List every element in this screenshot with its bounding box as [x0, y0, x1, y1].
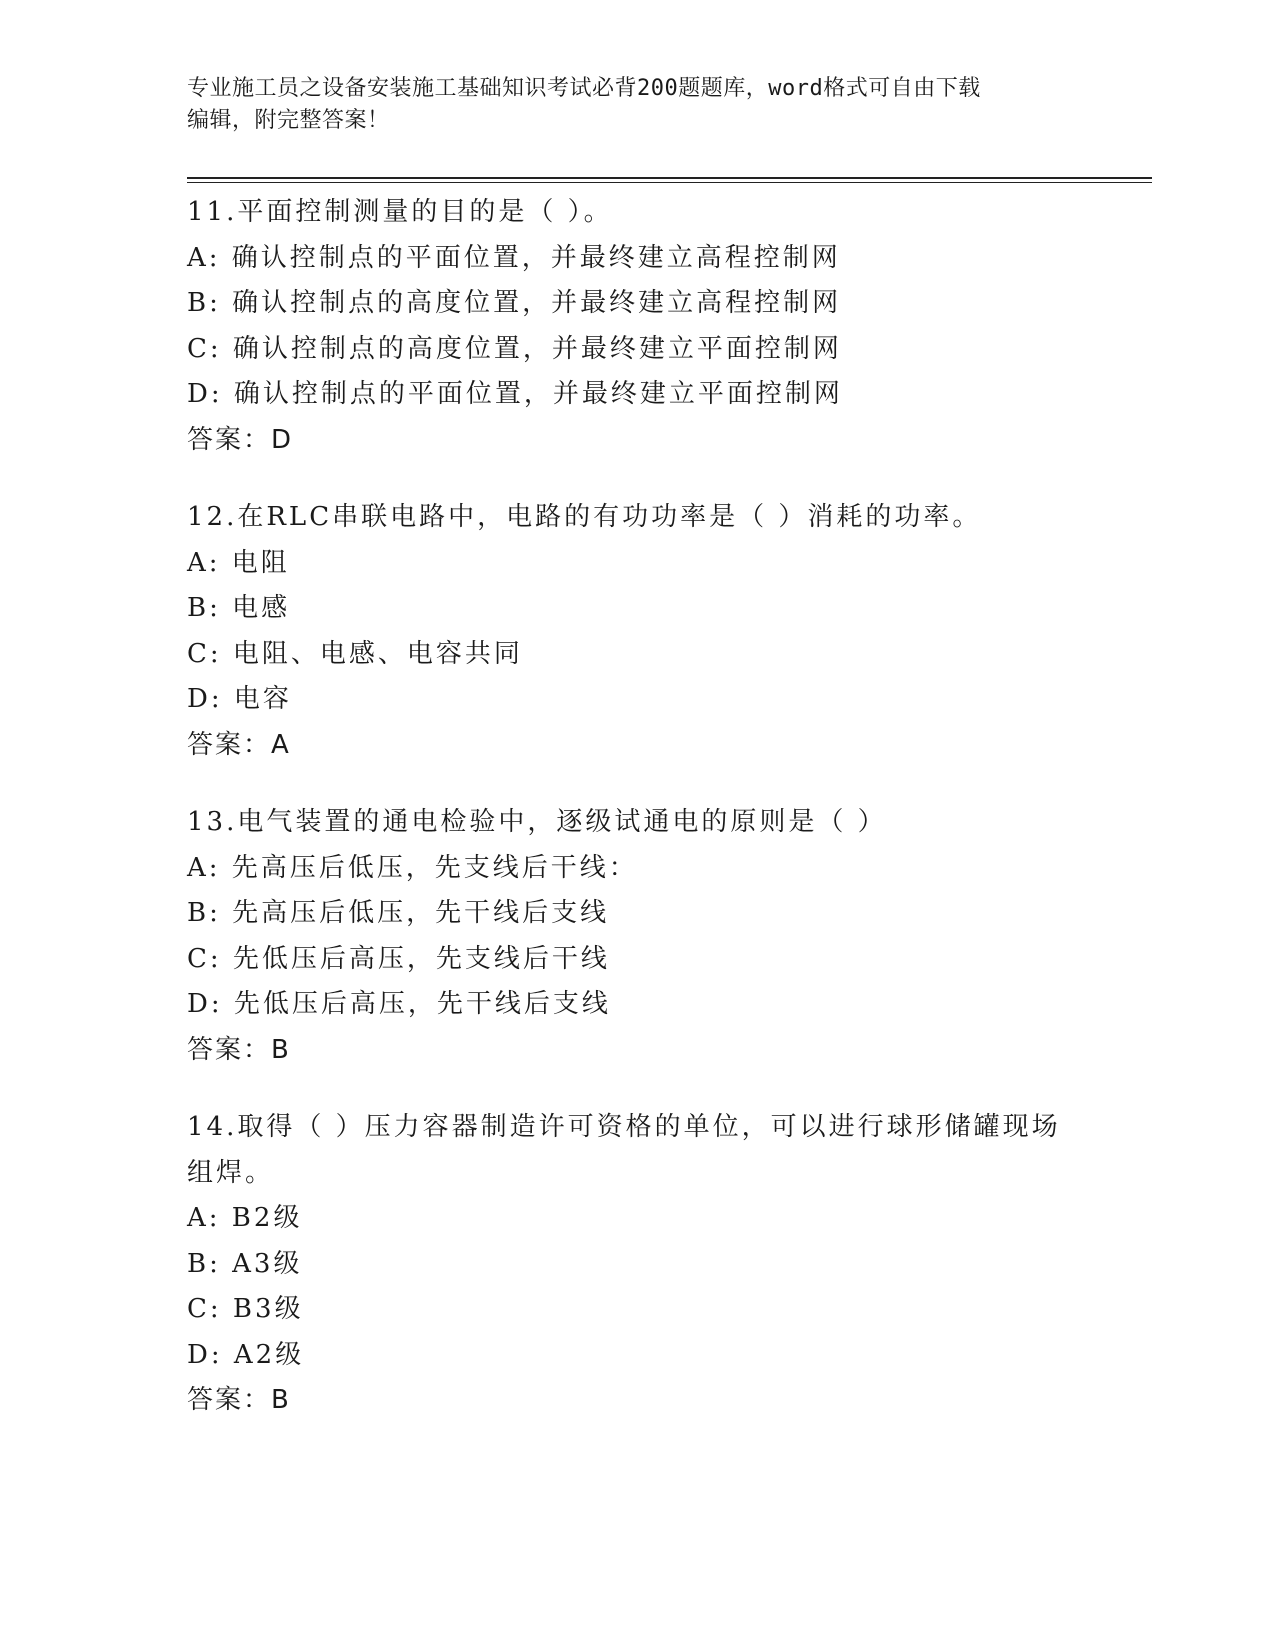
option-b: B: A3级: [187, 1248, 303, 1279]
option-b: B: 先高压后低压，先干线后支线: [187, 898, 610, 928]
question-stem-line-2: 组焊。: [187, 1157, 275, 1188]
question-stem: 13.电气装置的通电检验中，逐级试通电的原则是（ ）: [187, 807, 887, 837]
header-divider-thin: [187, 182, 1152, 183]
option-d: D: 电容: [187, 684, 292, 714]
question-13: [187, 800, 1087, 1073]
answer-line: 答案：D: [187, 424, 294, 455]
header-divider-thick: [187, 177, 1152, 179]
header-line-2: 编辑，附完整答案！: [187, 108, 390, 133]
answer-line: 答案：A: [187, 729, 291, 760]
option-c: C: B3级: [187, 1294, 304, 1324]
option-d: D: A2级: [187, 1339, 305, 1370]
option-c: C: 确认控制点的高度位置，并最终建立平面控制网: [187, 333, 842, 364]
option-c: C: 电阻、电感、电容共同: [187, 638, 523, 669]
question-14: [187, 1105, 1087, 1424]
option-a: A: B2级: [187, 1203, 303, 1233]
question-stem: 12.在RLC串联电路中，电路的有功功率是（ ）消耗的功率。: [187, 502, 982, 532]
option-a: A: 电阻: [187, 547, 290, 578]
question-stem: 11.平面控制测量的目的是（ ）。: [187, 197, 613, 227]
question-list: [187, 190, 1087, 1456]
option-b: B: 确认控制点的高度位置，并最终建立高程控制网: [187, 288, 842, 318]
header-line-1: 专业施工员之设备安装施工基础知识考试必背200题题库，word格式可自由下载: [187, 76, 981, 101]
option-a: A: 确认控制点的平面位置，并最终建立高程控制网: [187, 242, 841, 273]
option-b: B: 电感: [187, 593, 291, 623]
answer-line: 答案：B: [187, 1385, 291, 1415]
option-c: C: 先低压后高压，先支线后干线: [187, 943, 610, 974]
document-header: [187, 73, 1067, 137]
answer-line: 答案：B: [187, 1034, 291, 1065]
question-stem-line-1: 14.取得（ ）压力容器制造许可资格的单位，可以进行球形储罐现场: [187, 1112, 1061, 1142]
option-d: D: 先低压后高压，先干线后支线: [187, 989, 611, 1019]
question-12: [187, 495, 1087, 768]
option-d: D: 确认控制点的平面位置，并最终建立平面控制网: [187, 379, 843, 409]
question-11: [187, 190, 1087, 463]
option-a: A: 先高压后低压，先支线后干线：: [187, 852, 638, 883]
